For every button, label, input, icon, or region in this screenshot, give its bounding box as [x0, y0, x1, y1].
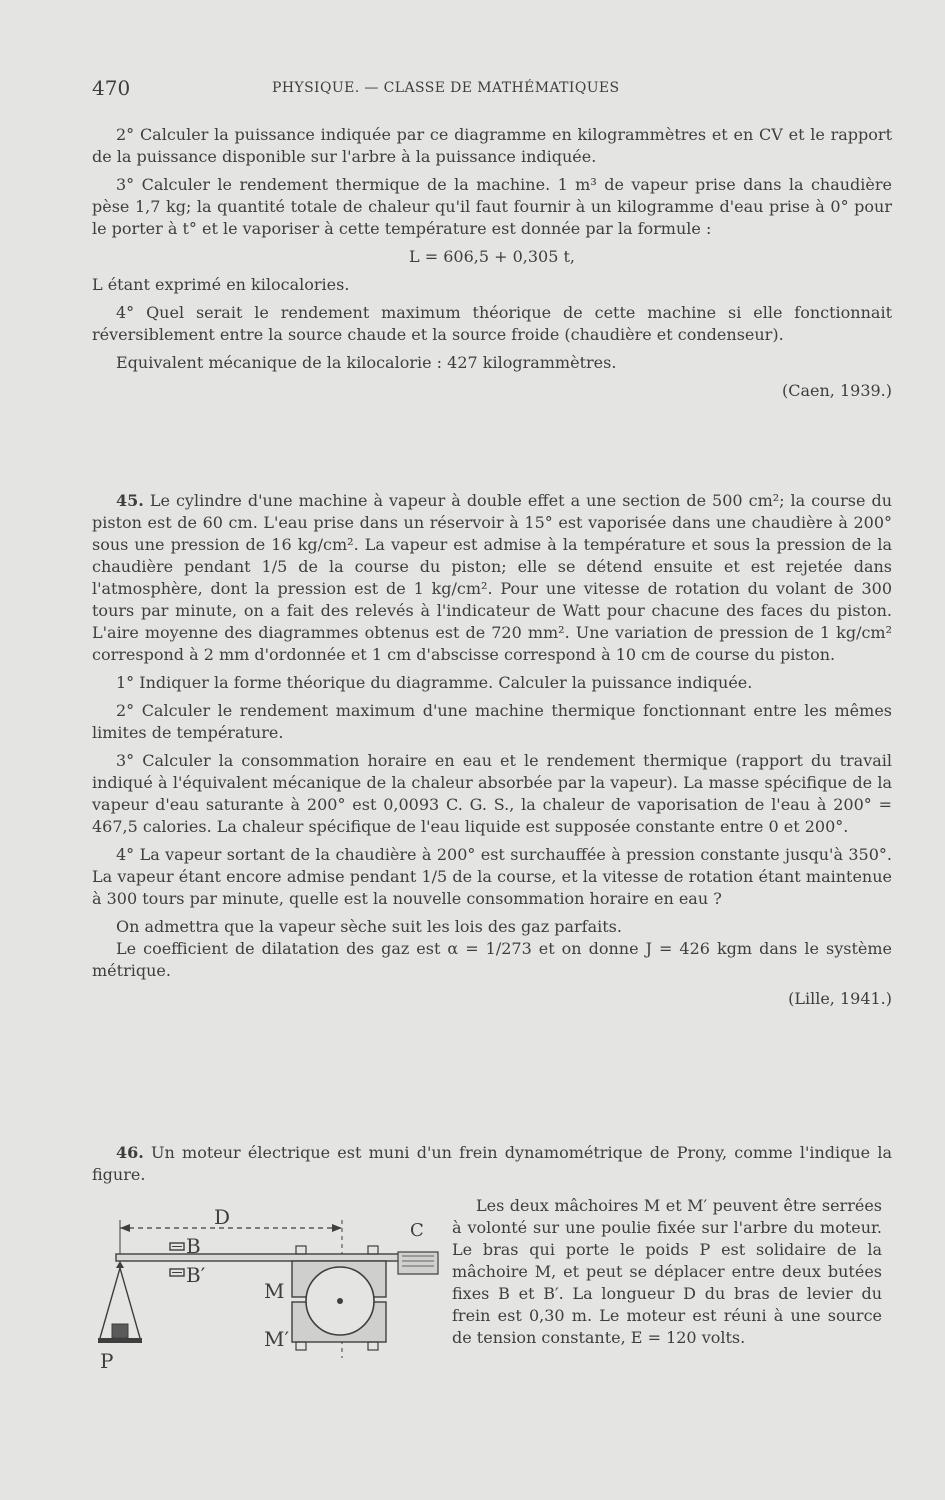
page-number: 470	[92, 76, 131, 100]
problem-46-intro	[92, 1142, 892, 1186]
prev-question-2: 2° Calculer la puissance indiquée par ce diagramme en kilogrammètres et en CV et le rapport de la puissance disponible sur l'arbre à la puissance indiquée.	[92, 125, 892, 166]
prev-source: (Caen, 1939.)	[781, 381, 892, 400]
problem-46-description: Les deux mâchoires M et M′ peuvent être serrées à volonté sur une poulie fixée sur l'arbre du moteur. Le bras qui porte le poids P est solidaire de la mâchoire M, et peut se déplacer entre deux butées fixes B et B′. La longueur D du bras de levier du frein est 0,30 m. Le moteur est réuni à une source de tension constante, E = 120 volts.	[452, 1196, 882, 1347]
prev-formula-note: L étant exprimé en kilocalories.	[92, 275, 350, 294]
label-c: C	[410, 1220, 424, 1241]
p45-note-2: Le coefficient de dilatation des gaz est α = 1/273 et on donne J = 426 kgm dans le système métrique.	[92, 939, 892, 980]
label-d: D	[214, 1205, 231, 1229]
bolt-right-bottom	[368, 1342, 378, 1350]
label-p: P	[100, 1349, 114, 1373]
p45-question-2: 2° Calculer le rendement maximum d'une machine thermique fonctionnant entre les mêmes limites de température.	[92, 701, 892, 742]
label-m-prime: M′	[264, 1327, 290, 1351]
hanger-pan	[98, 1338, 142, 1343]
label-m: M	[264, 1279, 285, 1303]
dimension-arrow-left	[120, 1224, 130, 1232]
lever-arm	[116, 1254, 412, 1261]
problem-46	[92, 1142, 892, 1192]
pulley-shaft	[337, 1298, 343, 1304]
problem-45-number: 45.	[116, 491, 144, 510]
p45-question-3: 3° Calculer la consommation horaire en eau et le rendement thermique (rapport du travail indiqué à l'équivalent mécanique de la chaleur absorbée par la vapeur). La masse spécifique de la vapeur d'eau saturante à 200° est 0,0093 C. G. S., la chaleur de vaporisation de l'eau à 200° = 467,5 calories. La chaleur spécifique de l'eau liquide est supposée constante entre 0 et 200°.	[92, 751, 892, 836]
running-head: PHYSIQUE. — CLASSE DE MATHÉMATIQUES	[272, 80, 620, 96]
fixed-support-c	[398, 1252, 438, 1274]
problem-45-statement	[92, 490, 892, 666]
p45-question-4: 4° La vapeur sortant de la chaudière à 200° est surchauffée à pression constante jusqu'à 350°. La vapeur étant encore admise pendant 1/5 de la course, et la vitesse de rotation étant maintenue à 300 tours par minute, quelle est la nouvelle consommation horaire en eau ?	[92, 845, 892, 908]
bolt-left-top	[296, 1246, 306, 1254]
previous-problem	[92, 124, 892, 408]
problem-45	[92, 490, 892, 1016]
weight-p	[112, 1324, 128, 1338]
hanger-hook	[116, 1261, 124, 1268]
prony-brake-diagram	[92, 1198, 452, 1388]
problem-46-number: 46.	[116, 1143, 144, 1162]
p45-question-1: 1° Indiquer la forme théorique du diagramme. Calculer la puissance indiquée.	[116, 673, 753, 692]
problem-46-side-text	[452, 1195, 882, 1349]
prev-formula: L = 606,5 + 0,305 t,	[409, 247, 575, 266]
problem-46-intro-text: Un moteur électrique est muni d'un frein dynamométrique de Prony, comme l'indique la figure.	[92, 1143, 892, 1184]
bolt-right-top	[368, 1246, 378, 1254]
p45-note-1: On admettra que la vapeur sèche suit les lois des gaz parfaits.	[116, 917, 622, 936]
prev-question-4: 4° Quel serait le rendement maximum théorique de cette machine si elle fonctionnait réversiblement entre la source chaude et la source froide (chaudière et condenseur).	[92, 303, 892, 344]
prony-brake-figure	[92, 1198, 452, 1388]
label-b-prime: B′	[186, 1263, 206, 1287]
page-header	[92, 76, 892, 102]
problem-45-text: Le cylindre d'une machine à vapeur à double effet a une section de 500 cm²; la course du piston est de 60 cm. L'eau prise dans un réservoir à 15° est vaporisée dans une chaudière à 200° sous une pression de 16 kg/cm². La vapeur est admise à la température et sous la pression de la chaudière pendant 1/5 de la course du piston; elle se détend ensuite et est rejetée dans l'atmosphère, dont la pression est de 1 kg/cm². Pour une vitesse de rotation du volant de 300 tours par minute, on a fait des relevés à l'indicateur de Watt pour chacune des faces du piston. L'aire moyenne des diagrammes obtenus est de 720 mm². Une variation de pression de 1 kg/cm² correspond à 2 mm d'ordonnée et 1 cm d'abscisse correspond à 10 cm de course du piston.	[92, 491, 892, 664]
label-b: B	[186, 1234, 201, 1258]
prev-equivalent: Equivalent mécanique de la kilocalorie : 427 kilogrammètres.	[116, 353, 617, 372]
prev-question-3: 3° Calculer le rendement thermique de la machine. 1 m³ de vapeur prise dans la chaudière pèse 1,7 kg; la quantité totale de chaleur qu'il faut fournir à un kilogramme d'eau prise à 0° pour le porter à t° et le vaporiser à cette température est donnée par la formule :	[92, 175, 892, 238]
p45-source: (Lille, 1941.)	[788, 989, 892, 1008]
bolt-left-bottom	[296, 1342, 306, 1350]
dimension-arrow-right	[332, 1224, 342, 1232]
